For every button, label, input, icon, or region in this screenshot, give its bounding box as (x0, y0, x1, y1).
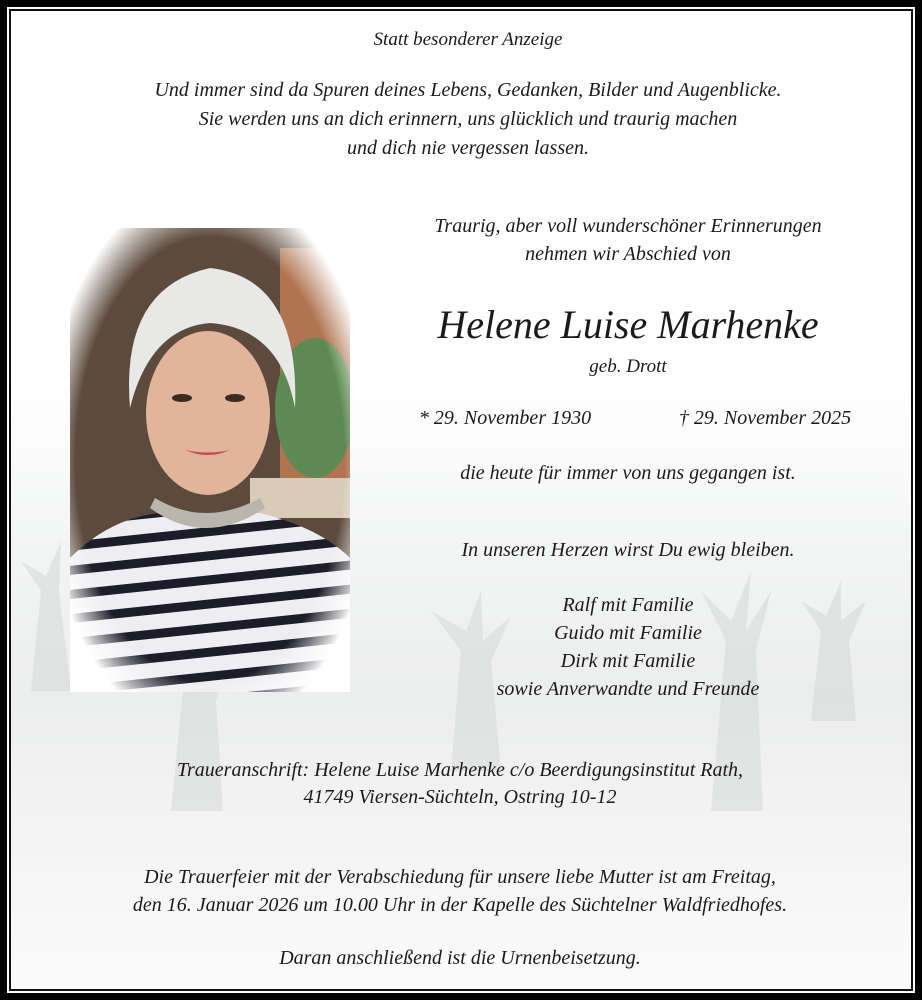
mourner: Guido mit Familie (554, 622, 702, 644)
intro-line: Traurig, aber voll wunderschöner Erinnerungen (434, 215, 822, 237)
mourner: sowie Anverwandte und Freunde (496, 678, 760, 700)
mourner: Dirk mit Familie (560, 650, 696, 672)
birth-date: * 29. November 1930 (418, 407, 592, 429)
address-line: 41749 Viersen-Süchteln, Ostring 10-12 (303, 786, 617, 808)
death-date: † 29. November 2025 (678, 407, 852, 429)
portrait-photo (70, 228, 350, 692)
intro-line: nehmen wir Abschied von (525, 243, 731, 265)
ceremony-line: den 16. Januar 2026 um 10.00 Uhr in der Kapelle des Süchtelner Waldfriedhofes. (132, 894, 788, 916)
poem-line: Sie werden uns an dich erinnern, uns glücklich und traurig machen (198, 108, 738, 130)
obituary-notice (7, 7, 915, 993)
poem-line: Und immer sind da Spuren deines Lebens, Gedanken, Bilder und Augenblicke. (154, 79, 782, 101)
ceremony-line: Die Trauerfeier mit der Verabschiedung für unsere liebe Mutter ist am Freitag, (144, 866, 776, 888)
passed-text: die heute für immer von uns gegangen ist. (460, 462, 796, 484)
closing-text: Daran anschließend ist die Urnenbeisetzung. (279, 947, 641, 969)
maiden-name: geb. Drott (589, 356, 667, 377)
header-title: Statt besonderer Anzeige (373, 29, 563, 50)
address-line: Traueranschrift: Helene Luise Marhenke c/o Beerdigungsinstitut Rath, (176, 759, 744, 781)
mourner: Ralf mit Familie (562, 594, 694, 616)
deceased-name: Helene Luise Marhenke (437, 302, 819, 347)
poem-line: und dich nie vergessen lassen. (347, 137, 589, 159)
notice-border (9, 9, 913, 991)
heart-text: In unseren Herzen wirst Du ewig bleiben. (461, 539, 795, 561)
